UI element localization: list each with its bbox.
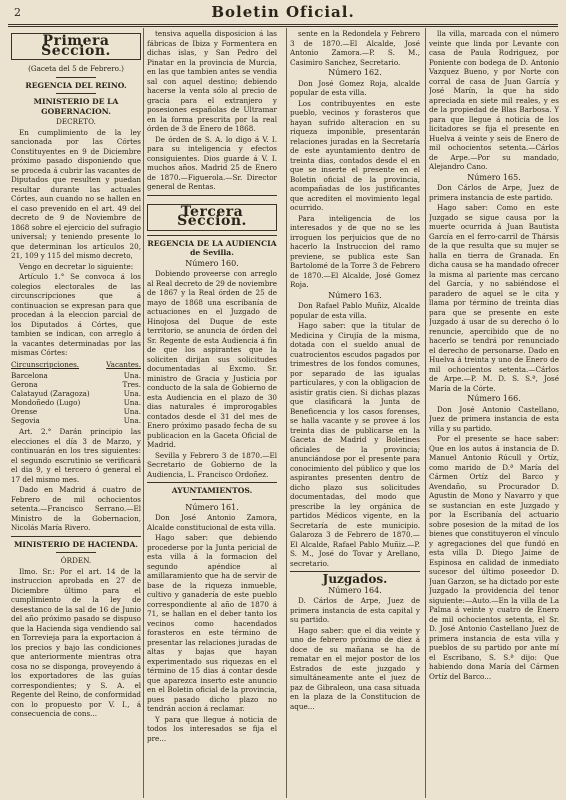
column-divider: [143, 28, 144, 798]
vacancies-table: [11, 371, 141, 425]
article-text: Los contribuyentes en este pueblo, vecinos y forasteros que hayan sufrido alteracion en su riqueza imponible, presentarán relaciones juradas en la Secretaría de este ayuntamiento dentro de treinta dias, contados desde el en que se inserte el presente en el Boletin oficial de la provincia, acompañadas de los justificantes que acrediten el movimiento legal ocurrido.: [290, 98, 420, 212]
table-header-right: Vacantes.: [106, 359, 141, 369]
article-text: Ilmo. Sr.: Por el art. 14 de la instruccion aprobada en 27 de Diciembre último para el cumplimiento de la ley de desestanco de la sal de 16 de Junio del año próximo pasado se dispuso que la Hacienda siga vendiendo sal en Torrevieja para la exportacion á los precios y bajo las condiciones que anteriormente mientras otra cosa no se disponga, proveyendo á los exportadores de las guías correspondientes; y S. A. el Regente del Reino, de conformidad con lo propuesto por V. I., á consecuencia de cons...: [11, 566, 141, 718]
article-text: Para inteligencia de los interesados y de que no se les irroguen los perjuicios que de no hacerlo la Instruccion del ramo previene, se publica este San Bartolomé de la Torre 3 de Febrero de 1870.—El Alcalde, José Gomez Roja.: [290, 213, 420, 289]
notice-number: Número 163.: [328, 290, 382, 300]
article-text: De órden de S. A. lo digo á V. I. para su inteligencia y efectos consiguientes. Dios guarde á V. I. muchos años. Madrid 25 de Enero de 1870.—Figuerola.—Sr. Director general de Rentas.: [147, 134, 277, 191]
article-text: Art. 2.° Darán principio las elecciones el día 3 de Marzo, y continuarán en los tres siguientes: el segundo escrutinio se verificará el dia 9, y el tercero ó general el 17 del mismo mes.: [11, 427, 141, 484]
article-text: Hago saber: Como en este Juzgado se sigue causa por la muerte ocurrida á Juan Bautista García en el ferro-carril de Thársis de la que resulta que su mujer se halla en tierra de Granada. En dicha causa se ha mandado ofrecer la misma al pariente mas cercano del García, y no sabiéndose el paradero de aquel se le cita y llama por término de treinta dias para que se presente en este Juzgado á usar de su derecho ó lo renuncie, apercibido que de no hacerlo se tendrá por renunciado el derecho de personarse. Dado en Huelva á treinta y uno de Enero de mil ochocientos setenta.—Cárlos de Arpe.—P. M. D. S. S.ª, José María de la Córte.: [429, 203, 559, 393]
article-text: tensiva aquella disposicion á las fábricas de Ibiza y Formentera en dichas islas, y San Pedro del Pinatar en la provincia de Murcia, en las que tambien antes se vendia sal con aquel destino; debiendo hacerse la venta sólo al precio de gracia para el extranjero y posesiones españolas de Ultramar en la forma prescrita por la real órden de 3 de Enero de 1868.: [147, 29, 277, 133]
gazette-note: (Gaceta del 5 de Febrero.): [28, 64, 124, 73]
table-row: Barcelona Una.: [11, 371, 141, 380]
article-text: Por el presente se hace saber: Que en los autos á instancia de D. Manuel Antonio Rúcull y Ortíz, como marido de D.ª María del Cármen Ortíz del Barco y Avendaño, su Procurador D. Agustin de Mono y Navarro y que se sustancian en este Juzgado y por la Escribanía del actuario sobre posesion de la mitad de los bienes que constituyeron el vínculo y agregaciones del que fundó en esta villa D. Diego Jaime de Espinosa en calidad de inmediato sucesor del último poseedor D. Juan Garzon, se ha dictado por este Juzgado la providencia del tenor siguiente:—Auto.—En la villa de La Palma á veinte y cuatro de Enero de mil ochocientos setenta, el Sr. D. José Antonio Castellano Juez de primera instancia de esta villa y pueblos de su partido por ante mí el Escribano, S. S.ª dijo: Que habiendo dona María del Cármen Ortíz del Barco...: [429, 434, 559, 681]
article-text: Vengo en decretar lo siguiente:: [19, 261, 134, 271]
decree-label: DECRETO.: [56, 117, 96, 126]
article-text: Artículo 1.° Se convoca á los colegios electorales de las circunscripciones que á continuacion se expresan para que procedan á la eleccion parcial de los Diputados á Córtes, que tambien se indican, con arreglo á la vacantes determinadas por las mismas Córtes:: [11, 272, 141, 357]
page-number: 2: [14, 6, 21, 19]
table-row: Segovia Una.: [11, 416, 141, 425]
article-text: Don Rafael Pablo Muñiz, Alcalde popular de esta villa.: [290, 301, 420, 320]
table-header-left: Circunscripciones.: [11, 359, 80, 369]
article-text: Don José Gomez Roja, alcalde popular de esta villa.: [290, 78, 420, 97]
column-2: [147, 29, 277, 797]
notice-number: Número 164.: [328, 585, 382, 595]
article-text: Hago saber: que debiendo procederse por la Junta pericial de esta villa á la formacion del segundo apéndice al amillaramiento que ha de servir de base de la riqueza inmueble, cultivo y ganadería de este pueblo correspondiente al año de 1870 á 71, se hallan en el deber tanto los vecinos como hacendados forasteros en este término de presentar las relaciones juradas de altas y bajas que hayan experimentado sus riquezas en el término de 15 dias á contar desde que aparezca inserto este anuncio en el Boletin oficial de la provincia, pues pasado dicho plazo no tendrán accion á reclamar.: [147, 533, 277, 713]
article-text: En cumplimiento de la ley sancionada por las Córtes Constituyentes en 9 de Diciembre próximo pasado disponiendo que se proceda á cubrir las vacantes de Diputados que resulten y puedan resultar durante las actuales Córtes, aun cuando no se hallen en el caso prevenido en el art. 49 del decreto de 9 de Noviembre de 1868 sobre el ejercicio del sufragio universal; y teniendo presente lo que determinan los artículos 20, 21, 109 y 115 del mismo decreto,: [11, 127, 141, 260]
header-rule-2: [8, 26, 558, 27]
notice-number: Número 166.: [467, 394, 521, 403]
ministry-heading: MINISTERIO DE LA GOBERNACION.: [33, 97, 119, 116]
article-text: Don Cárlos de Arpe, Juez de primera instancia de este partido.: [429, 183, 559, 202]
column-3: [290, 29, 420, 797]
table-row: Gerona Tres.: [11, 380, 141, 389]
article-text: D. Cárlos de Arpe, Juez de primera instancia de esta capital y su partido.: [290, 596, 420, 624]
ayuntamientos-heading: AYUNTAMIENTOS.: [171, 486, 253, 495]
juzgados-heading: Juzgados.: [322, 572, 388, 586]
section-title: Tercera Seccion.: [147, 204, 277, 231]
order-label: ÓRDEN.: [60, 556, 92, 565]
article-text: Dado en Madrid á cuatro de Febrero de mil ochocientos setenta.—Francisco Serrano.—El Ministro de la Gobernacion, Nicolás María Rivero.: [11, 485, 141, 532]
header-rule: [8, 24, 558, 25]
article-text: lla villa, marcada con el número veinte que linda por Levante con casa de Paula Rodriguez, por Poniente con bodega de D. Antonio Vazquez Bueno, y por Norte con corral de casa de Juan García y José Marín, la que ha sido apreciada en siete mil reales, y es de la propiedad de Blas Barbosa. Y para que llegue á noticia de los licitadores se fija el presente en Huelva á veinte y seis de Enero de mil ochocientos setenta.—Cárlos de Arpe.—Por su mandado, Alejandro Cano.: [429, 29, 559, 171]
table-header: [11, 360, 141, 370]
article-text: Dobiendo proveerse con arreglo al Real decreto de 29 de noviembre de 1867 y la Real órden de 25 de mayo de 1868 una escribanía de actuaciones en el Juzgado de Hinojosa del Duque de este territorio, se anuncia de órden del Sr. Regente de esta Audiencia á fin de que los aspirantes que la soliciten dirijan sus solicitudes documentadas al Excmo. Sr. ministro de Gracia y Justicia por conducto de la sala de Gobierno de esta Audiencia en el plazo de 30 dias naturales é improrogables contados desde el 31 del mes de Enero próximo pasado fecha de su publicacion en la Gaceta Oficial de Madrid.: [147, 269, 277, 449]
notice-number: Número 161.: [185, 502, 239, 512]
article-text: Don José Antonio Zamora, Alcalde constitucional de esta villa.: [147, 513, 277, 532]
regency-heading: REGENCIA DEL REINO.: [25, 80, 127, 90]
audiencia-heading: REGENCIA DE LA AUDIENCIA de Sevilla.: [147, 238, 277, 257]
column-1: [11, 29, 141, 797]
notice-number: Número 162.: [328, 68, 382, 77]
article-text: Hago saber: que la titular de Medicina y Cirujía de la misma, dotada con el sueldo anual de cuatrocientos escudos pagados por trimestres de los fondos comunes, por separado de las igualas particulares, y con la obligacion de asistir gratis cien. Si dichas plazas que clasificará la Junta de Beneficencia y los casos forenses, se halla vacante y se provee á los treinta dias de publicarse en la Gaceta de Madrid y Boletines oficiales de la provincia; anunciándose por el presente para conocimiento del público y que los aspirantes presenten dentro de dicho plazo sus solicitudes documentadas, del modo que prescribe la ley orgánica de partidos Médicos vigente, en la Secretaría de este municipio. Galaroza 3 de Febrero de 1870.—El Alcalde, Rafael Pablo Muñiz.—P. S. M., José do Tovar y Arellano, secretario.: [290, 321, 420, 568]
table-row: Orense Una.: [11, 407, 141, 416]
article-text: Y para que llegue á noticia de todos los interesados se fija el pre...: [147, 714, 277, 743]
ministry-heading: MINISTERIO DE HACIENDA.: [13, 539, 139, 549]
article-text: sente en la Redondela y Febrero 3 de 1870.—El Alcalde, José Antonio Zamora.—P. S. M., Casimiro Sanchez, Secretario.: [290, 29, 420, 67]
section-title: Primera Seccion.: [11, 33, 141, 60]
column-divider: [425, 28, 426, 798]
notice-number: Número 165.: [467, 172, 521, 182]
article-text: Hago saber: que el dia veinte y uno de febrero próximo de diez á doce de su mañana se ha de rematar en el mejor postor de los Estrados de este juzgado y simultáneamente ante el juez de paz de Gibraleon, una casa situada en la plaza de la Constitucion de aque...: [290, 625, 420, 711]
table-row: Calatayud (Zaragoza) Una.: [11, 389, 141, 398]
running-title: Boletin Oficial.: [211, 3, 355, 21]
article-text: Sevilla y Febrero 3 de 1870.—El Secretario de Gobierno de la Audiencia, L. Francisco Ordoñez.: [147, 450, 277, 479]
column-4: [429, 29, 559, 797]
column-divider: [286, 28, 287, 798]
notice-number: Número 160.: [185, 258, 239, 268]
table-row: Mondoñedo (Lugo) Una.: [11, 398, 141, 407]
article-text: Don José Antonio Castellano, Juez de primera instancia de esta villa y su partido.: [429, 404, 559, 433]
